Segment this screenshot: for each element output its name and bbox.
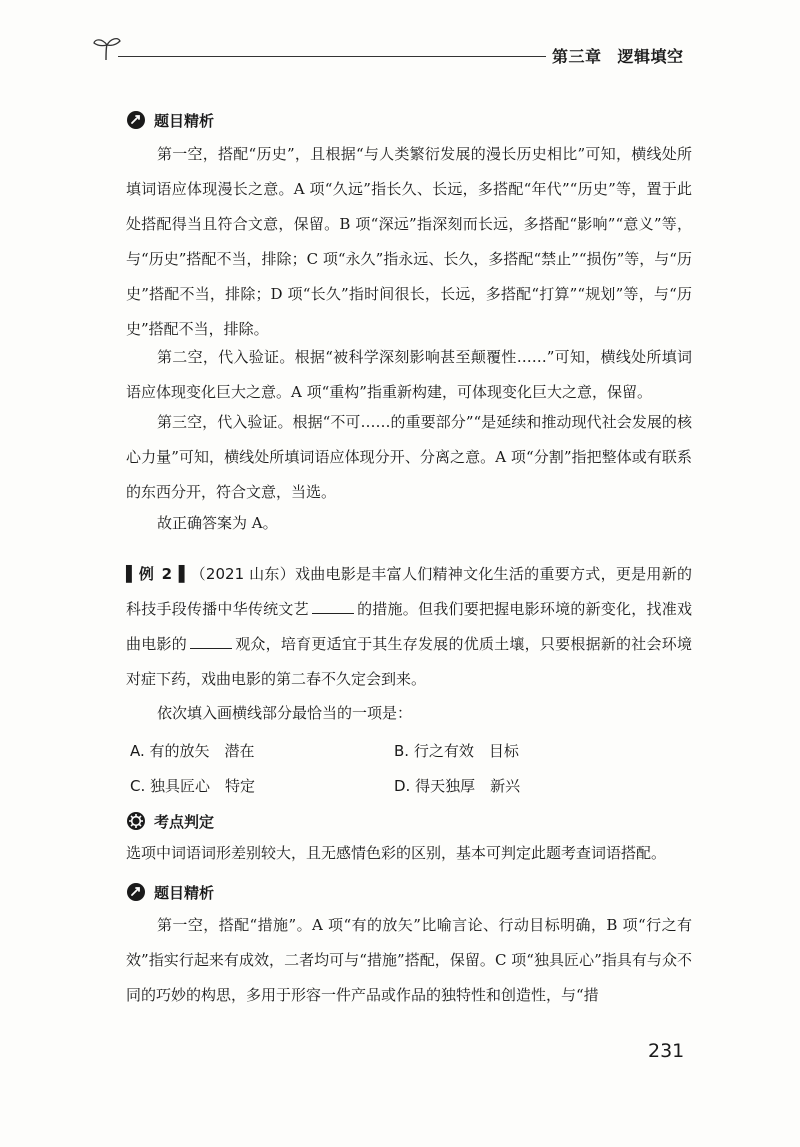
answer-blank-2 (190, 634, 232, 649)
topic-heading (126, 809, 214, 833)
question-text-2: 的措施。但我们要把握电影环境的新变化，找准戏曲电影的 (126, 600, 692, 653)
page-number: 231 (648, 1040, 685, 1062)
options-list (126, 740, 692, 810)
analysis-heading-2 (126, 880, 214, 904)
option-c: C. 独具匠心 特定 (130, 777, 256, 795)
question-text-3: 观众，培育更适宜于其生存发展的优质土壤，只要根据新的社会环境对症下药，戏曲电影的第二春不久定会到来。 (126, 635, 692, 688)
paragraph: 第三空，代入验证。根据“不可……的重要部分”“是延续和推动现代社会发展的核心力量”可知，横线处所填词语应体现分开、分离之意。A 项“分割”指把整体或有联系的东西分开，符合文意，当选。 (126, 413, 692, 501)
answer-line: 故正确答案为 A。 (157, 514, 278, 532)
example-source: （2021 山东） (190, 565, 295, 583)
chapter-number: 第三章 (552, 47, 602, 66)
heading-text: 题目精析 (154, 111, 215, 130)
example-question (126, 557, 692, 697)
option-b: B. 行之有效 目标 (394, 742, 519, 760)
sprout-icon (92, 34, 122, 62)
header-rule (118, 56, 546, 57)
page-header (0, 0, 800, 80)
paragraph: 第二空，代入验证。根据“被科学深刻影响甚至颠覆性……”可知，横线处所填词语应体现变化巨大之意。A 项“重构”指重新构建，可体现变化巨大之意，保留。 (126, 348, 692, 401)
topic-text: 选项中词语词形差别较大，且无感情色彩的区别，基本可判定此题考查词语搭配。 (126, 844, 667, 862)
paragraph: 第一空，搭配“措施”。A 项“有的放矢”比喻言论、行动目标明确，B 项“行之有效”指实行起来有成效，二者均可与“措施”搭配，保留。C 项“独具匠心”指具有与众不同的巧妙的构思，多用于形容一件产品或作品的独特性和创造性，与“措 (126, 916, 692, 1004)
analysis-heading (126, 108, 214, 132)
gear-icon (126, 811, 146, 831)
analysis-icon (126, 110, 146, 130)
heading-text: 考点判定 (154, 812, 215, 831)
option-a: A. 有的放矢 潜在 (130, 742, 255, 760)
example-label: ▌例 2▐ (126, 565, 186, 583)
question-text-1: 戏曲电影是丰富人们精神文化生活的重要方式，更是用新的科技手段传播中华传统文艺 (126, 565, 692, 618)
option-d: D. 得天独厚 新兴 (394, 777, 521, 795)
chapter-title (552, 44, 684, 67)
question-prompt: 依次填入画横线部分最恰当的一项是： (157, 704, 413, 722)
heading-text: 题目精析 (154, 883, 215, 902)
paragraph: 第一空，搭配“历史”，且根据“与人类繁衍发展的漫长历史相比”可知，横线处所填词语应体现漫长之意。A 项“久远”指长久、长远，多搭配“年代”“历史”等，置于此处搭配得当且符合文意，保留。B 项“深远”指深刻而长远，多搭配“影响”“意义”等，与“历史”搭配不当，排除；C 项“永久”指永远、长久，多搭配“禁止”“损伤”等，与“历史”搭配不当，排除；D 项“长久”指时间很长，长远，多搭配“打算”“规划”等，与“历史”搭配不当，排除。 (126, 145, 692, 338)
analysis-icon (126, 882, 146, 902)
chapter-name: 逻辑填空 (617, 47, 684, 66)
answer-blank-1 (312, 599, 354, 614)
